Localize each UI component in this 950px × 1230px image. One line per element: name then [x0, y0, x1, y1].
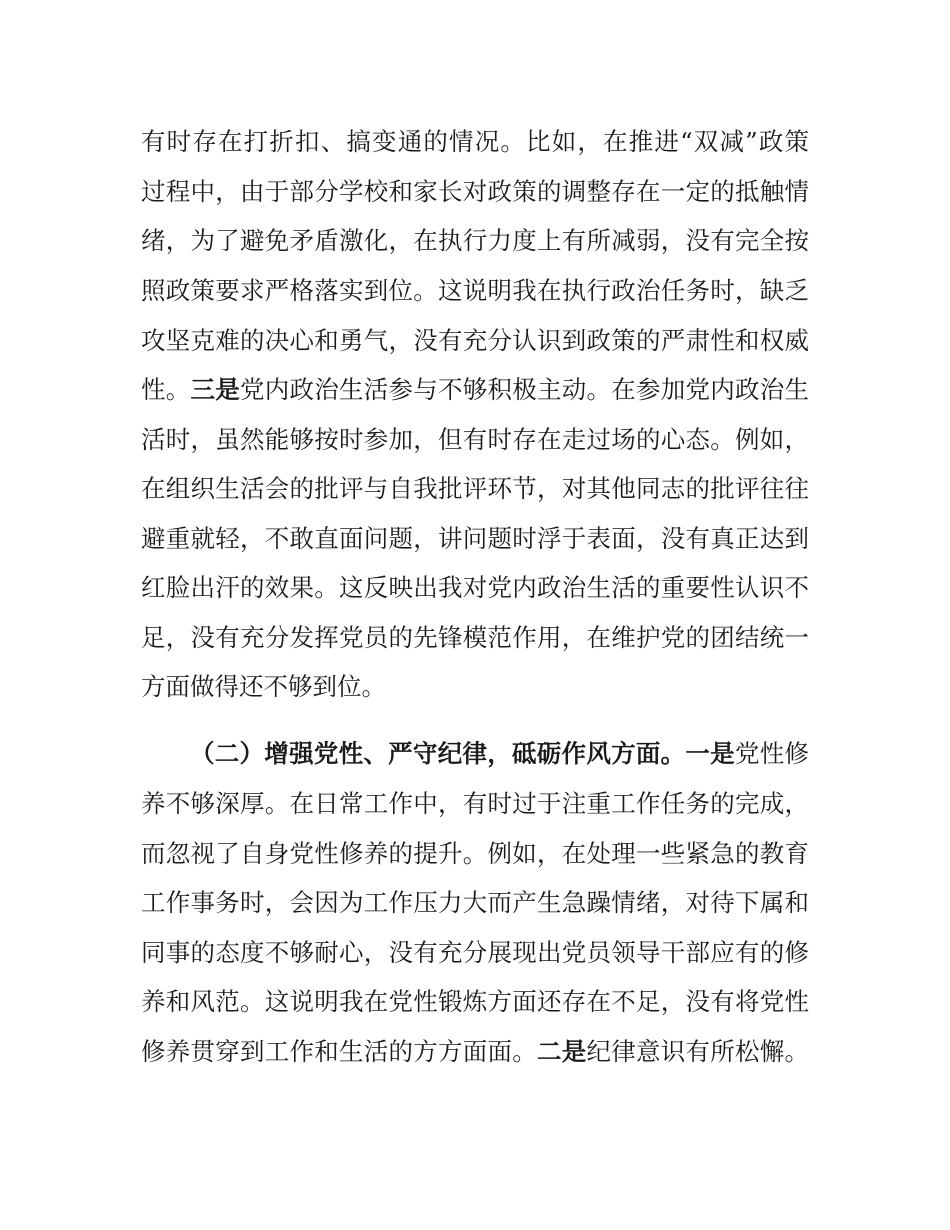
paragraph-line: 攻坚克难的决心和勇气，没有充分认识到政策的严肃性和权威 — [141, 326, 809, 355]
paragraph-line: 同事的态度不够耐心，没有充分展现出党员领导干部应有的修 — [141, 938, 809, 967]
line-text: 性。 — [141, 375, 191, 404]
paragraph-line: 而忽视了自身党性修养的提升。例如，在处理一些紧急的教育 — [141, 839, 809, 868]
bold-heading: 二是 — [537, 1037, 587, 1066]
section-heading: （二）增强党性、严守纪律，砥砺作风方面。一是 — [190, 739, 735, 768]
paragraph-line: 绪，为了避免矛盾激化，在执行力度上有所减弱，没有完全按 — [141, 226, 809, 255]
paragraph-line — [190, 734, 809, 774]
paragraph-line: 避重就轻，不敢直面问题，讲问题时浮于表面，没有真正达到 — [141, 524, 809, 553]
paragraph-line: 过程中，由于部分学校和家长对政策的调整存在一定的抵触情 — [141, 177, 809, 206]
paragraph-line: 有时存在打折扣、搞变通的情况。比如，在推进“双减”政策 — [141, 127, 809, 156]
paragraph-line — [141, 1032, 809, 1072]
paragraph-line: 红脸出汗的效果。这反映出我对党内政治生活的重要性认识不 — [141, 573, 809, 602]
line-text: 党内政治生活参与不够积极主动。在参加党内政治生 — [240, 375, 809, 404]
paragraph-line: 方面做得还不够到位。 — [141, 672, 386, 701]
paragraph-line — [141, 370, 809, 410]
line-text: 修养贯穿到工作和生活的方方面面。 — [141, 1037, 537, 1066]
paragraph-line: 养不够深厚。在日常工作中，有时过于注重工作任务的完成， — [141, 789, 809, 818]
line-text: 党性修 — [734, 739, 810, 768]
paragraph-line: 在组织生活会的批评与自我批评环节，对其他同志的批评往往 — [141, 474, 809, 503]
paragraph-line: 足，没有充分发挥党员的先锋模范作用，在维护党的团结统一 — [141, 623, 809, 652]
paragraph-line: 养和风范。这说明我在党性锻炼方面还存在不足，没有将党性 — [141, 987, 809, 1016]
paragraph-line: 照政策要求严格落实到位。这说明我在执行政治任务时，缺乏 — [141, 276, 809, 305]
paragraph-line: 工作事务时，会因为工作压力大而产生急躁情绪，对待下属和 — [141, 888, 809, 917]
bold-heading: 三是 — [190, 375, 240, 404]
line-text: 纪律意识有所松懈。 — [586, 1037, 809, 1066]
paragraph-line: 活时，虽然能够按时参加，但有时存在走过场的心态。例如， — [141, 425, 809, 454]
